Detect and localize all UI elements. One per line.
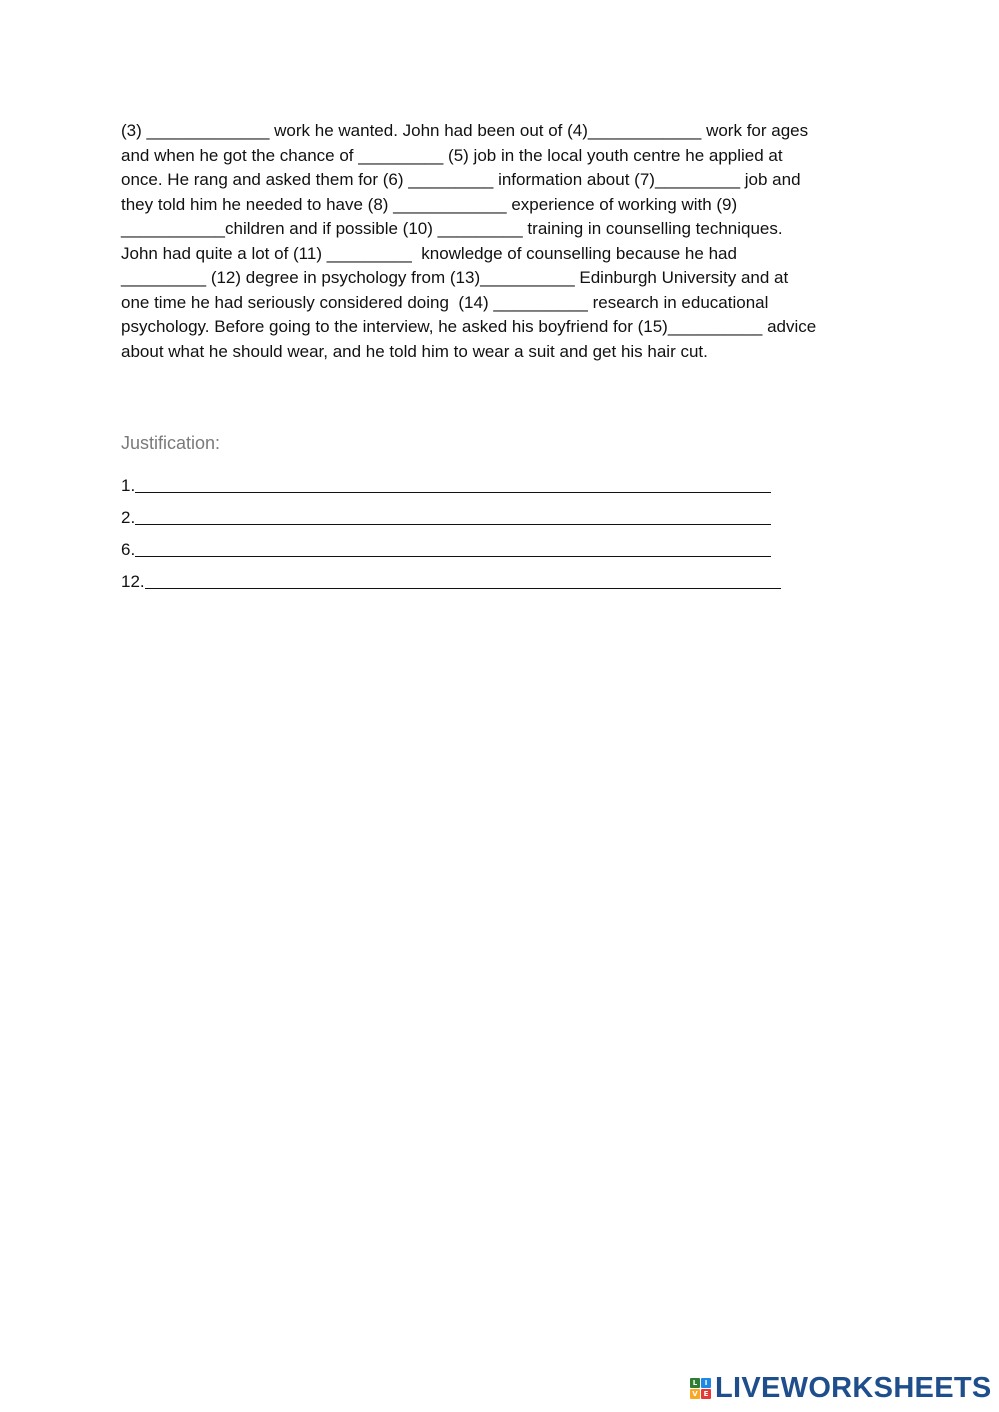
justification-answer-2-field[interactable] (135, 504, 771, 525)
passage-line: (3) _____________ work he wanted. John had been out of (4)____________ work for ages (121, 121, 809, 140)
passage-line: psychology. Before going to the interview, he asked his boyfriend for (15)__________ advice (121, 317, 817, 336)
passage-line: they told him he needed to have (8) ____________ experience of working with (9) (121, 194, 738, 214)
justification-number: 1. (121, 476, 136, 495)
justification-number: 2. (121, 508, 136, 527)
justification-answer-6-field[interactable] (135, 536, 771, 557)
passage-line: John had quite a lot of (11) _________ knowledge of counselling because he had (121, 243, 737, 263)
justification-answers (121, 465, 781, 593)
justification-row-12 (121, 561, 781, 593)
passage-line: and when he got the chance of _________ (5) job in the local youth centre he applied at (121, 145, 783, 165)
justification-heading: Justification: (121, 433, 221, 453)
passage-line: ___________children and if possible (10) _________ training in counselling techniques. (121, 219, 783, 238)
justification-answer-1-field[interactable] (135, 472, 771, 493)
logo-mark-cell: L (690, 1378, 700, 1388)
passage-line: about what he should wear, and he told him to wear a suit and get his hair cut. (121, 341, 708, 361)
logo-mark-cell: I (701, 1378, 711, 1388)
logo-mark-cell: E (701, 1389, 711, 1399)
passage-line: one time he had seriously considered doing (14) __________ research in educational (121, 292, 769, 312)
passage-line: _________ (12) degree in psychology from (13)__________ Edinburgh University and at (121, 268, 789, 287)
justification-row-1 (121, 465, 781, 497)
cloze-passage (121, 119, 891, 364)
logo-mark-cell: V (690, 1389, 700, 1399)
liveworksheets-wordmark: LIVEWORKSHEETS (715, 1371, 992, 1404)
justification-number: 6. (121, 540, 136, 559)
justification-answer-12-field[interactable] (145, 568, 781, 589)
liveworksheets-mark-icon (690, 1378, 711, 1399)
passage-line: once. He rang and asked them for (6) _________ information about (7)_________ job and (121, 170, 801, 189)
justification-row-2 (121, 497, 781, 529)
justification-number: 12. (121, 572, 145, 591)
justification-row-6 (121, 529, 781, 561)
liveworksheets-logo (690, 1373, 992, 1403)
